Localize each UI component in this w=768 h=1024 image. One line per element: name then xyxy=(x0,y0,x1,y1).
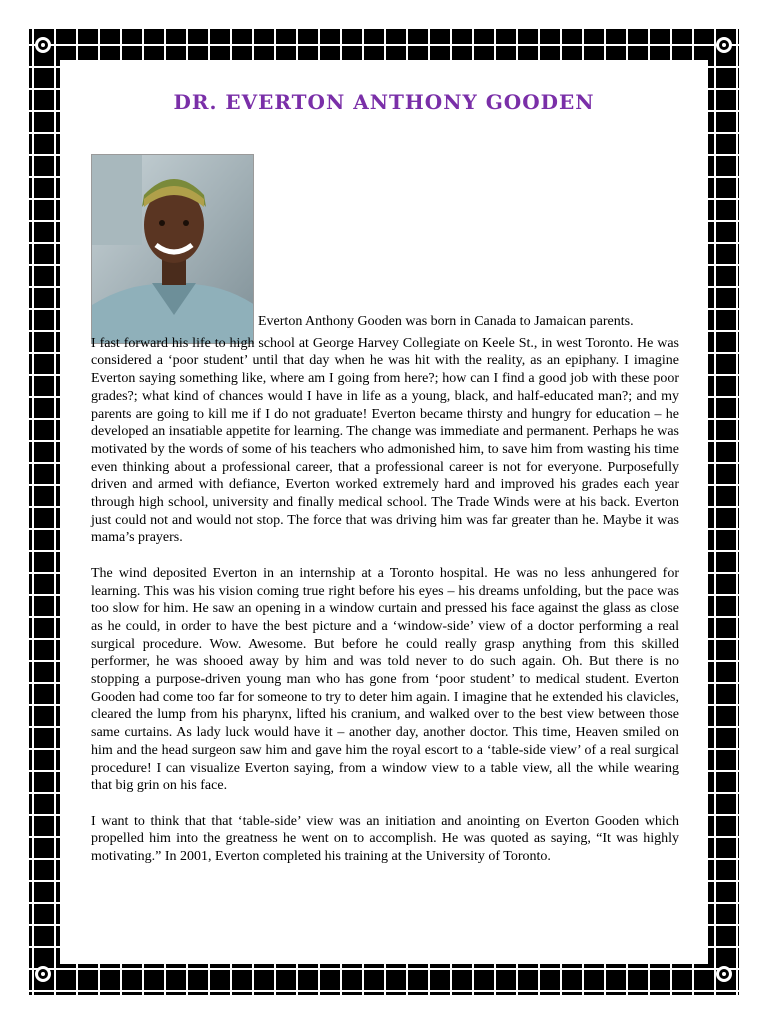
paragraph-high-school: I fast forward his life to high school at George Harvey Collegiate on Keele St., in west Toronto. He was considered a ‘poor student’ until that day when he was hit with the reality, as an epiphany. I imagine Everton saying something like, where am I going from here?; how can I find a good job with these poor grades?; what kind of chances would I have in life as a young, black, and half-educated man?; and my parents are going to kill me if I do not graduate! Everton became thirsty and hungry for education – he developed an insatiable appetite for learning. The change was immediate and permanent. Perhaps he was motivated by the words of some of his teachers who admonished him, to save him from wasting his time even thinking about a professional career, that a professional career is not for everyone. Purposefully driven and armed with defiance, Everton worked extremely hard and improved his grades each year through high school, university and finally medical school. The Trade Winds were at his back. Everton just could not and would not stop. The force that was driving him was far greater than he. Maybe it was mama’s prayers. xyxy=(91,335,679,546)
corner-ornament-icon xyxy=(35,37,51,53)
paragraph-training: I want to think that that ‘table-side’ view was an initiation and anointing on Everton Gooden which propelled him into the greatness he went on to accomplish. He was quoted as saying, “It was highly motivating.” In 2001, Everton completed his training at the University of Toronto. xyxy=(91,813,679,865)
corner-ornament-icon xyxy=(716,37,732,53)
paragraph-internship: The wind deposited Everton in an internship at a Toronto hospital. He was no less anhungered for learning. This was his vision coming true right before his eyes – his dreams unfolding, but the pace was too slow for him. He saw an opening in a window curtain and pressed his face against the glass as close as he could, in order to have the best picture and a ‘window-side’ view of a doctor performing a real surgical procedure. Wow. Awesome. But before he could really grasp anything from this skilled performer, he was shooed away by him and was told never to do such again. Oh. But there is no stopping a purpose-driven young man who has gone from ‘poor student’ to medical student. Everton Gooden had come too far for someone to try to deter him again. I imagine that he extended his clavicles, cleared the lump from his pharynx, lifted his cranium, and walked over to the best view between those same curtains. As lady luck would have it – another day, another doctor. This time, Heaven smiled on him and the head surgeon saw him and gave him the royal escort to a ‘table-side view’ of a real surgical procedure! I can visualize Everton saying, from a window view to a table view, all the while wearing that big grin on his face. xyxy=(91,565,679,794)
corner-ornament-icon xyxy=(35,966,51,982)
page-title: DR. EVERTON ANTHONY GOODEN xyxy=(173,90,595,114)
article-body xyxy=(91,313,679,883)
paragraph-intro: Everton Anthony Gooden was born in Canada to Jamaican parents. xyxy=(258,314,634,329)
corner-ornament-icon xyxy=(716,966,732,982)
